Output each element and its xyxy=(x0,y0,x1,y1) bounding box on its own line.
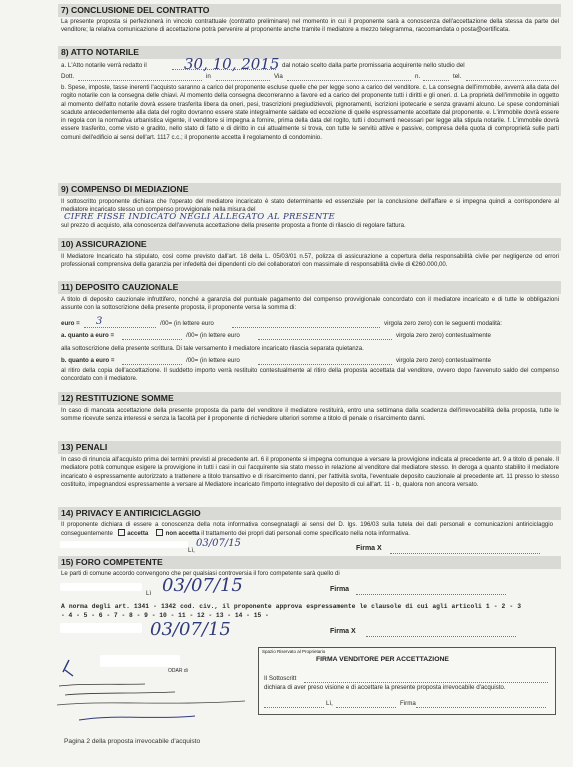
quanto-b-label: b. quanto a euro = xyxy=(61,357,115,364)
tel-field[interactable] xyxy=(466,80,556,81)
in-field[interactable] xyxy=(216,80,270,81)
quanto-a-text: alla sottoscrizione della presente scrittura. Di tale versamento il mediatore incaricato rilascia separata quietanza. xyxy=(61,345,364,352)
privacy-text: Il proponente dichiara di essere a conoscenza della nota informativa consegnatagli ai sensi del D. lgs. 196/03 sulla tutela dei dati personali e comunicazioni antiriciclaggio conseguentemente xyxy=(61,521,553,538)
section-7-title: 7) CONCLUSIONE DEL CONTRATTO xyxy=(58,4,561,17)
section-7-text: La presente proposta si perfezionerà in vincolo contrattuale (contratto preliminare) nel momento in cui il proponente sarà a conoscenza dell'accettazione della stessa da parte del venditore; la relativa comunicazione di accettazione potrà pervenire al proponente anche tramite il mediatore a mezzo telegramma, raccomandata o posta@certificata. xyxy=(61,18,559,34)
signature-scribbles xyxy=(55,650,255,735)
privacy-text-2: il trattamento dei propri dati personali come specificato nella nota informativa. xyxy=(201,530,410,538)
euro-modalita-label: virgola zero zero) con le seguenti modalità: xyxy=(384,320,502,327)
section-8-text: b. Spese, imposte, tasse inerenti l'acquisto saranno a carico del proponente escluse quelle che per legge sono a carico del venditore. c. La consegna dell'immobile, avverrà alla data del rogito notarile con la consegna delle chiavi. Al momento della consegna decorreranno a favore ed a carico del proponente tutti i diritti e gli oneri. d. La proprietà dell'immobile in oggetto al momento dell'atto notarile dovrà essere trasferita libera da oneri, pesi, trascrizioni pregiudizievoli, pignoramenti, iscrizioni ipotecarie e senza gravami alcuno. Le spese condominiali scadute antecedentemente alla data del rogito dovranno essere state integralmente saldate ed eccezione di quelle espressamente accettate dal proponente. e. L'immobile dovrà essere in regola con la normativa urbanistica vigente, il venditore si impegna a fornire, prima della data del rogito, tutti i documenti necessari per legge alla stipula notarile. f. L'immobile dovrà essere trasferito, come visto e gradito, nello stato di fatto e di diritto in cui attualmente si trova, con tutte le servitù attive e passive, compresa della quota di comproprietà sulle parti comuni dell'edificio ai sensi dell'art. 1117 c.c.; il proponente accetta il regolamento di condominio. xyxy=(61,84,559,141)
clausole-firma-field[interactable] xyxy=(366,636,516,637)
foro-firma-field[interactable] xyxy=(356,594,506,595)
non-accetta-label: non accetta xyxy=(165,530,200,538)
box-sottoscritto: Il Sottoscritt xyxy=(264,675,297,682)
section-8-title: 8) ATTO NOTARILE xyxy=(58,46,561,59)
clausole-date-handwritten: 03/07/15 xyxy=(150,619,231,640)
quanto-a-letters-label: /00= (in lettere euro xyxy=(186,332,240,339)
atto-date-label: a. L'Atto notarile verrà redatto il xyxy=(61,62,147,69)
quanto-a-field[interactable] xyxy=(122,339,182,340)
privacy-li-label: Lì, xyxy=(188,547,195,554)
box-sottoscritto-field[interactable] xyxy=(304,682,548,683)
section-11-text: A titolo di deposito cauzionale infruttifero, nonché a garanzia del puntuale pagamento del compenso provvigionale concordato con il mediatore incaricato e di tutte le obbligazioni assunte con la sottoscrizione della presente proposta, il proponente versa la somma di: xyxy=(61,296,559,312)
quanto-a-end: virgola zero zero) contestualmente xyxy=(396,332,491,339)
quanto-b-end: virgola zero zero) contestualmente xyxy=(396,357,491,364)
quanto-a-label: a. quanto a euro = xyxy=(61,332,115,339)
num-field[interactable] xyxy=(423,80,449,81)
box-dichiara-text: dichiara di aver preso visione e di accettare la presente proposta irrevocabile d'acquisto. xyxy=(264,684,506,691)
section-14-text xyxy=(61,521,553,539)
privacy-firma-label: Firma X xyxy=(356,545,382,552)
section-12-text: In caso di mancata accettazione della presente proposta da parte del venditore il mediatore restituirà, entro una settimana dalla scadenza dell'irrevocabilità della proposta, tutte le somme ricevute senza interessi e senza la facoltà per il proponente di richiedere ulteriori somme a titolo di penale o risarcimento danni. xyxy=(61,407,559,423)
box-title: FIRMA VENDITORE PER ACCETTAZIONE xyxy=(316,656,449,663)
section-15-text: Le parti di comune accordo convengono che per qualsiasi controversia il foro competente sarà quello di xyxy=(61,570,340,577)
redaction-block-2 xyxy=(60,583,142,591)
section-9-title: 9) COMPENSO DI MEDIAZIONE xyxy=(58,183,561,196)
foro-date-handwritten: 03/07/15 xyxy=(162,575,243,596)
accetta-label: accetta xyxy=(127,530,149,538)
euro-letters-field[interactable] xyxy=(232,327,380,328)
box-place-field[interactable] xyxy=(264,707,324,708)
section-9-text-2: sul prezzo di acquisto, alla conoscenza dell'avvenuta accettazione della presente proposta a fronte di rilascio di regolare fattura. xyxy=(61,222,406,229)
section-10-text: Il Mediatore Incaricato ha stipulato, così come previsto dall'art. 18 della L. 05/03/01 n.57, polizza di assicurazione a copertura della responsabilità civile per negligenze od errori professionali comprensiva della garanzia per infedeltà dei dipendenti c/o dei collaboratori con massimale di responsabilità civile di €260.000,00. xyxy=(61,253,559,269)
via-label: Via xyxy=(274,73,283,80)
section-11-title: 11) DEPOSITO CAUZIONALE xyxy=(58,281,561,294)
clausole-text: A norma degli art. 1341 - 1342 cod. civ., il proponente approva espressamente le clausole di cui agli articoli 1 - 2 - 3 - 4 - 5 - 6 - 7 - 8 - 9 - 10 - 11 - 12 - 13 - 14 - 15 - xyxy=(61,603,521,619)
quanto-b-field[interactable] xyxy=(122,364,182,365)
foro-li-label: Lì xyxy=(146,590,152,597)
section-10-title: 10) ASSICURAZIONE xyxy=(58,238,561,251)
compenso-handwritten: CIFRE FISSE INDICATO NEGLI ALLEGATO AL PRESENTE xyxy=(64,212,336,222)
redaction-block-3 xyxy=(60,623,142,633)
section-13-text: In caso di rinuncia all'acquisto prima dei termini previsti al precedente art. 6 il proponente si impegna comunque a versare la provvigione indicata al precedente art. 9 a titolo di penale. Il mediatore potrà comunque esigere la provvigione in tutti i casi in cui l'acquirente sia stato messo in relazione al venditore dal mediatore stesso. In deroga a quanto stabilito il mediatore incaricato è espressamente autorizzato a trattenere a titolo transattivo e di risarcimento danni, per l'attività svolta, l'eventuale deposito cauzionale al precedente art. 11 presso lo stesso costituito, impegnandosi espressamente a versare al Mediatore incaricato l'importo integrativo del deposito di cui all'art. 11 - b, qualora non ancora versato. xyxy=(61,456,559,488)
privacy-firma-field[interactable] xyxy=(390,553,540,554)
page-footer: Pagina 2 della proposta irrevocabile d'acquisto xyxy=(64,738,201,745)
quanto-a-letters-field[interactable] xyxy=(258,339,392,340)
quanto-b-letters-field[interactable] xyxy=(258,364,392,365)
quanto-b-text: al ritiro della copia dell'accettazione. Il suddetto importo verrà restituito contestualmente al ritiro della proposta accettata dal venditore, ovvero dopo l'avvenuto saldo del compenso concordato con il mediatore. xyxy=(61,367,559,383)
num-label: n. xyxy=(415,73,421,80)
section-12-title: 12) RESTITUZIONE SOMME xyxy=(58,392,561,405)
box-date-field[interactable] xyxy=(336,707,396,708)
section-9-text: Il sottoscritto proponente dichiara che l'operato del mediatore incaricato è stato determinante ed essenziale per la conclusione dell'affare e si impegna quindi a corrispondere al mediatore incaricato stesso un compenso provvigionale nella misura del xyxy=(61,198,559,214)
foro-firma-label: Firma xyxy=(330,586,350,593)
privacy-date-handwritten: 03/07/15 xyxy=(196,538,241,549)
box-firma-label: Firma xyxy=(400,700,416,707)
quanto-b-letters-label: /00= (in lettere euro xyxy=(186,357,240,364)
euro-label: euro = xyxy=(61,320,80,327)
via-field[interactable] xyxy=(287,80,411,81)
left-note: ODAR di xyxy=(168,668,188,674)
atto-notaio-label: dal notaio scelto dalla parte promissaria acquirente nello studio del xyxy=(282,62,465,69)
euro-letters-label: /00= (in lettere euro xyxy=(160,320,214,327)
dott-field[interactable] xyxy=(78,80,202,81)
tel-label: tel. xyxy=(453,73,462,80)
redaction-block xyxy=(60,541,188,548)
in-label: in xyxy=(206,73,211,80)
euro-amount-field[interactable] xyxy=(84,327,156,328)
box-firma-field[interactable] xyxy=(416,707,546,708)
section-14-title: 14) PRIVACY E ANTIRICICLAGGIO xyxy=(58,507,561,520)
box-li-label: Lì, xyxy=(326,700,333,707)
section-13-title: 13) PENALI xyxy=(58,441,561,454)
atto-date-handwritten: 30, 10, 2015 xyxy=(184,55,280,73)
clausole-firma-label: Firma X xyxy=(330,628,356,635)
accetta-checkbox[interactable] xyxy=(118,529,125,536)
box-reserved-label: Spazio Riservato al Proprietario xyxy=(262,649,326,654)
section-15-title: 15) FORO COMPETENTE xyxy=(58,556,561,569)
dott-label: Dott. xyxy=(61,73,75,80)
non-accetta-checkbox[interactable] xyxy=(156,529,163,536)
euro-amount-handwritten: 3 xyxy=(96,316,103,327)
